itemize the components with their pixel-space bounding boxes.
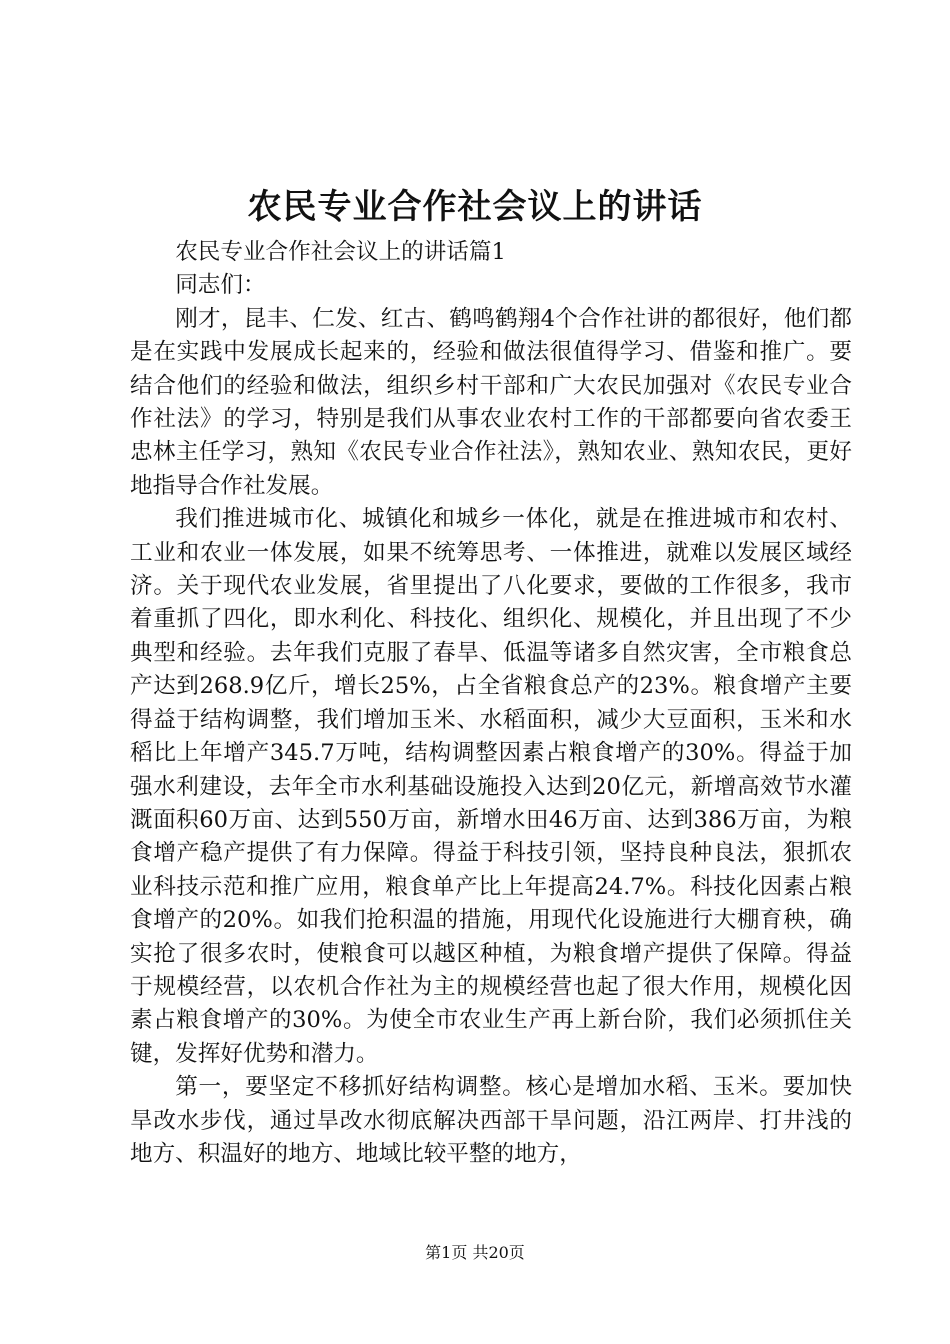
body-paragraph: 刚才，昆丰、仁发、红古、鹤鸣鹤翔4个合作社讲的都很好，他们都是在实践中发展成长起来的，经验和做法很值得学习、借鉴和推广。要结合他们的经验和做法，组织乡村干部和广大农民加强对《农民专业合作社法》的学习，特别是我们从事农业农村工作的干部都要向省农委王忠林主任学习，熟知《农民专业合作社法》，熟知农业、熟知农民，更好地指导合作社发展。 (130, 305, 852, 499)
document-body (130, 236, 852, 1171)
body-paragraph: 第一，要坚定不移抓好结构调整。核心是增加水稻、玉米。要加快旱改水步伐，通过旱改水彻底解决西部干旱问题，沿江两岸、打井浅的地方、积温好的地方、地域比较平整的地方， (130, 1074, 852, 1167)
section-heading: 农民专业合作社会议上的讲话篇1 (175, 239, 506, 265)
page-number-footer: 第1页 共20页 (425, 1243, 525, 1262)
document-title: 农民专业合作社会议上的讲话 (247, 187, 703, 227)
body-paragraph: 我们推进城市化、城镇化和城乡一体化，就是在推进城市和农村、工业和农业一体发展，如果不统筹思考、一体推进，就难以发展区域经济。关于现代农业发展，省里提出了八化要求，要做的工作很多，我市着重抓了四化，即水利化、科技化、组织化、规模化，并且出现了不少典型和经验。去年我们克服了春旱、低温等诸多自然灾害，全市粮食总产达到268.9亿斤，增长25%，占全省粮食总产的23%。粮食增产主要得益于结构调整，我们增加玉米、水稻面积，减少大豆面积，玉米和水稻比上年增产345.7万吨，结构调整因素占粮食增产的30%。得益于加强水利建设，去年全市水利基础设施投入达到20亿元，新增高效节水灌溉面积60万亩、达到550万亩，新增水田46万亩、达到386万亩，为粮食增产稳产提供了有力保障。得益于科技引领，坚持良种良法，狠抓农业科技示范和推广应用，粮食单产比上年提高24.7%。科技化因素占粮食增产的20%。如我们抢积温的措施，用现代化设施进行大棚育秧，确实抢了很多农时，使粮食可以越区种植，为粮食增产提供了保障。得益于规模经营，以农机合作社为主的规模经营也起了很大作用，规模化因素占粮食增产的30%。为使全市农业生产再上新台阶，我们必须抓住关键，发挥好优势和潜力。 (130, 506, 852, 1067)
salutation: 同志们： (175, 272, 266, 299)
